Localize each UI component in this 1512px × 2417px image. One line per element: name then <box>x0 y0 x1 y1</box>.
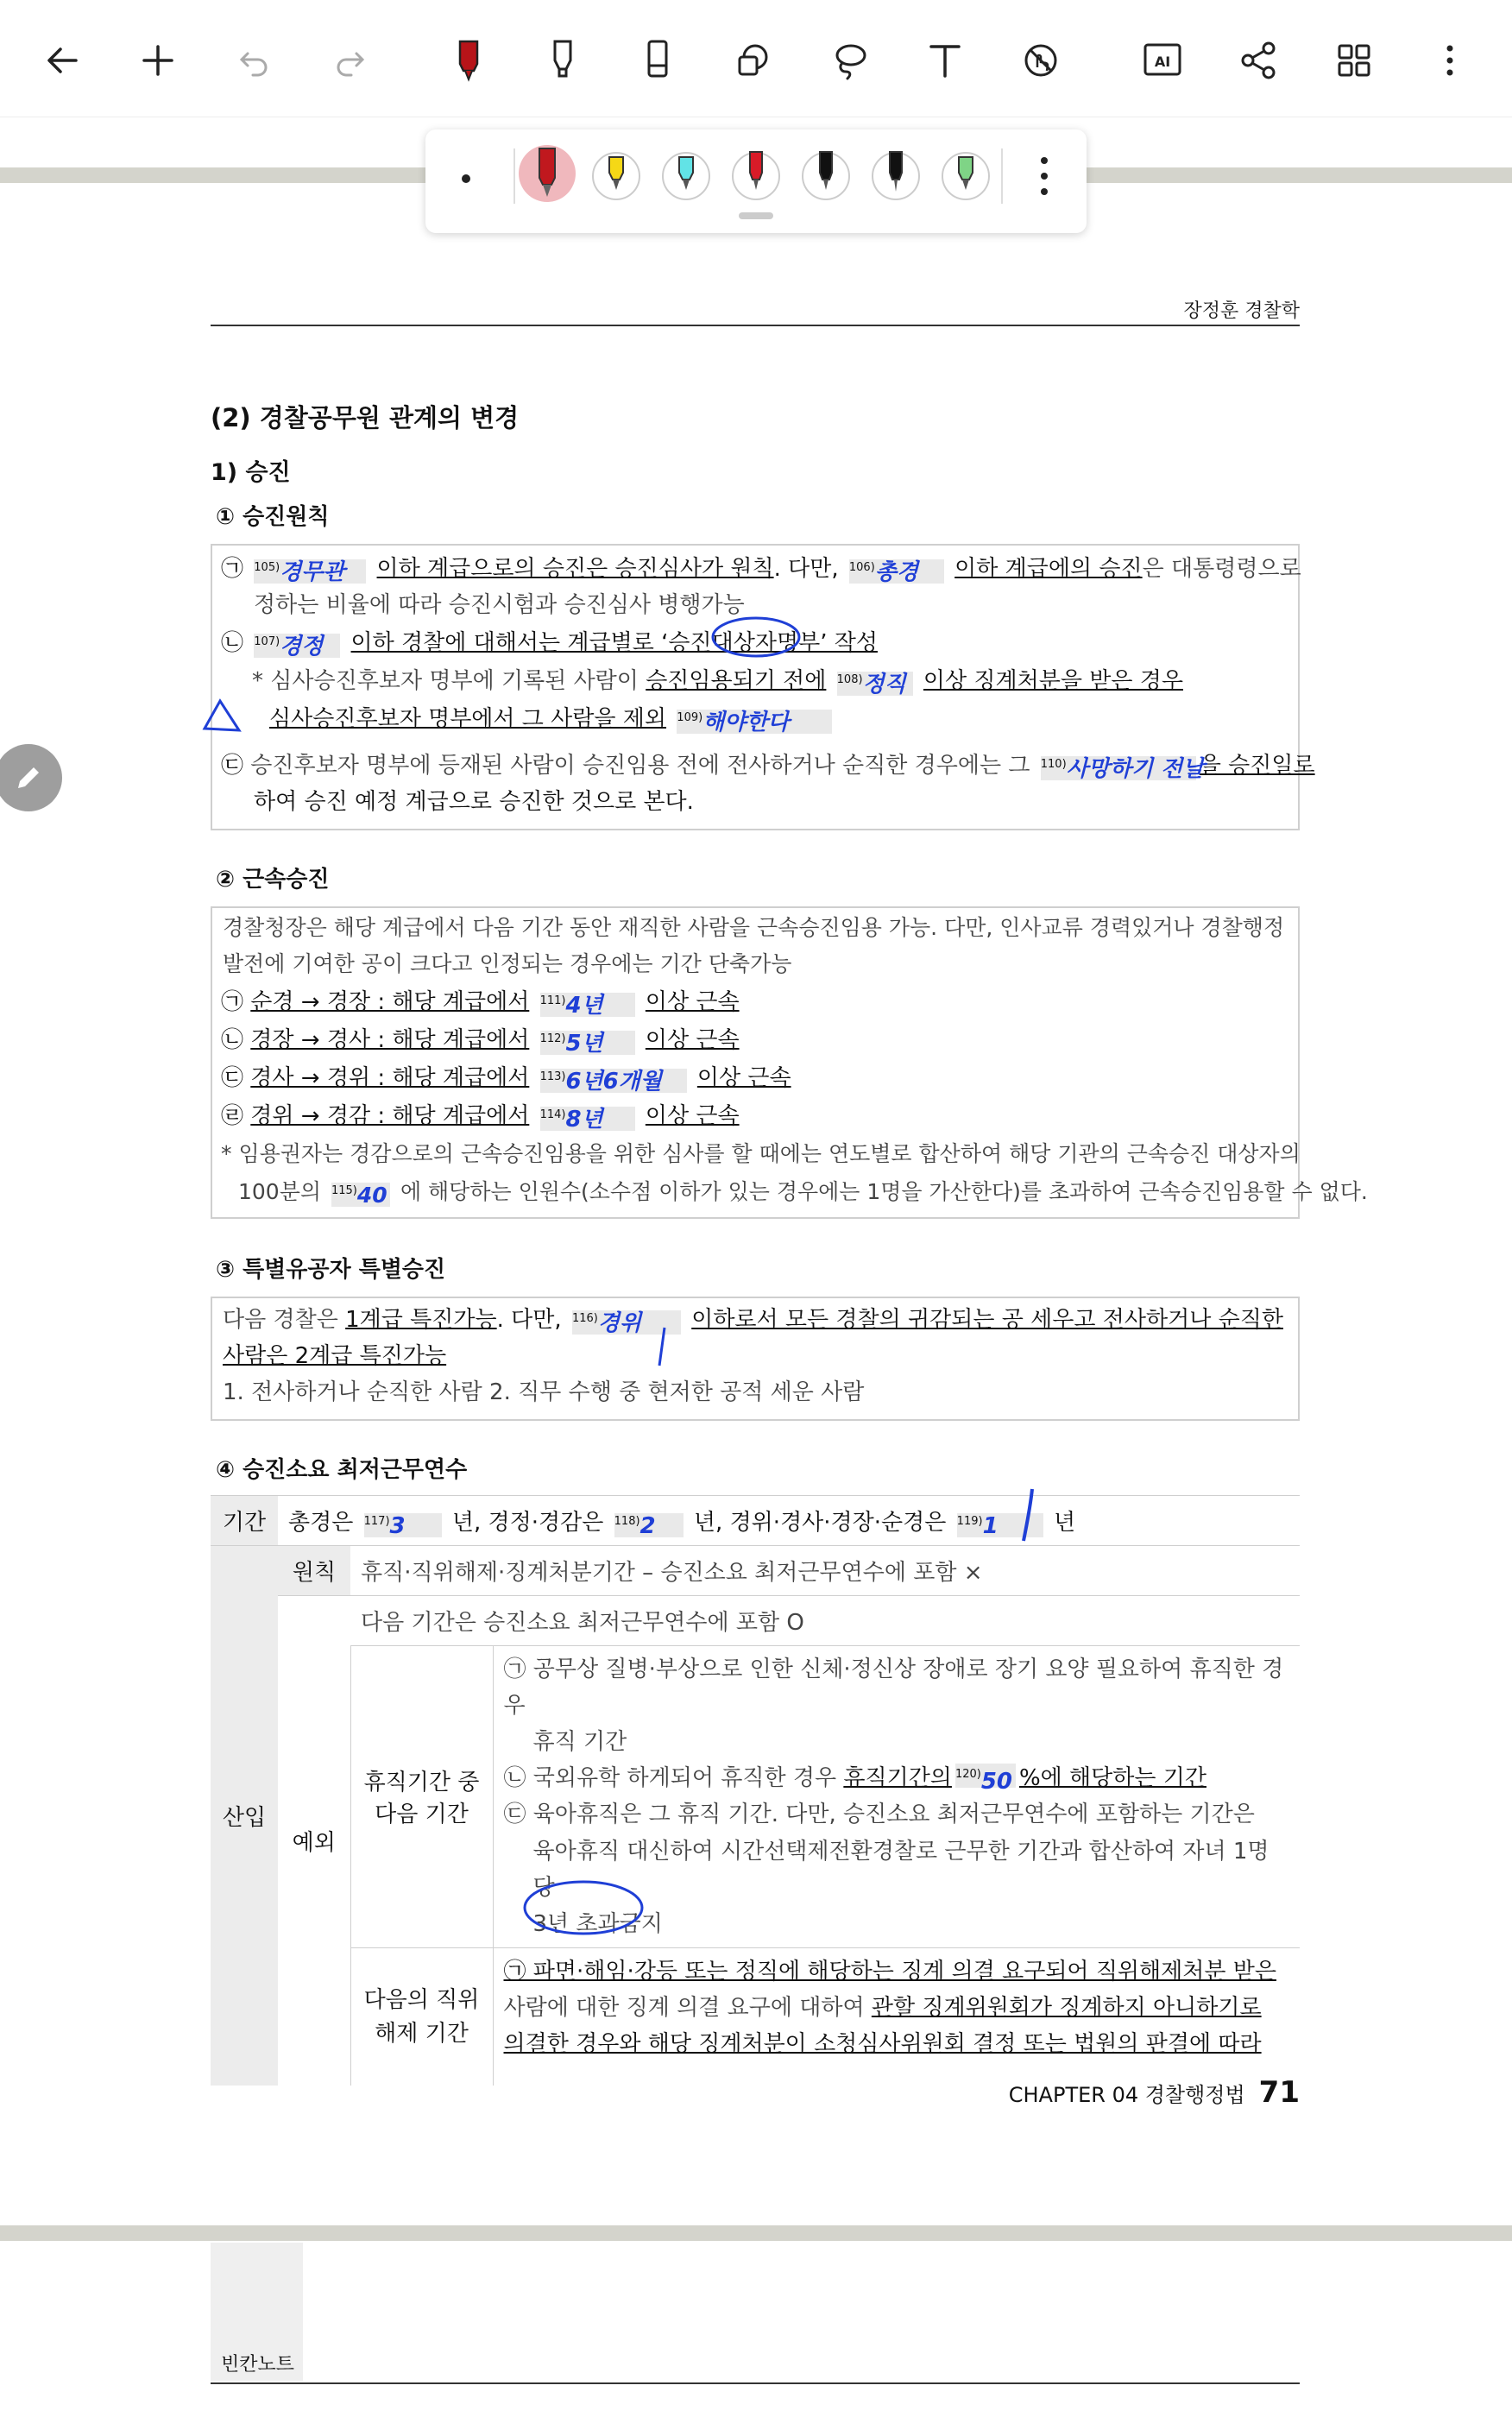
box2-note2: 100분의 $^{115)}$40 에 해당하는 인원수(소수점 이하가 있는 경우에는 1명을 가산한다)를 초과하여 근속승진임용할 수 없다. <box>238 1179 1368 1208</box>
pen-red[interactable] <box>726 143 786 207</box>
box2-line1: 경찰청장은 해당 계급에서 다음 기간 동안 재직한 사람을 근속승진임용 가능. 다만, 인사교류 경력있거나 경찰행정 <box>223 915 1285 940</box>
hyujik-items: ㉠ 공무상 질병·부상으로 인한 신체·정신상 장애로 장기 요양 필요하여 휴직한 경우 휴직 기간 ㉡ 국외유학 하게되어 휴직한 경우 휴직기간의 $^{120)}$50 %에 해당하는 기간 ㉢ 육아휴직은 그 휴직 기간. 다만, 승진소요 최저근무연수에 포함하는 기간은 육아휴직 대신하여 시간선택제전환경찰로 근무한 기간과 합산하여 자녀 1명당 3년 초과금지 <box>493 1646 1300 1948</box>
box3-line1: 다음 경찰은 1계급 특진가능. 다만, $^{116)}$경위 이하로서 모든 경찰의 귀감되는 공 세우고 전사하거나 순직한 <box>223 1307 1283 1336</box>
box3-line3: 1. 전사하거나 순직한 사람 2. 직무 수행 중 현저한 공적 세운 사람 <box>223 1379 865 1405</box>
box2-line2: 발전에 기여한 공이 크다고 인정되는 경우에는 기간 단축가능 <box>223 951 792 976</box>
box2-row1: ㉠ 순경 → 경장 : 해당 계급에서 $^{111)}$4년 이상 근속 <box>221 989 740 1019</box>
box1-line2: 정하는 비율에 따라 승진시험과 승진심사 병행가능 <box>254 592 745 618</box>
share-icon[interactable] <box>1224 26 1293 95</box>
box1-line3: ㉡ $^{107)}$경정 이하 경찰에 대해서는 계급별로 ‘승진대상자명부’ 작성 <box>221 630 878 659</box>
period-label: 기간 <box>211 1496 278 1546</box>
pen-red-selected[interactable] <box>517 143 577 207</box>
back-arrow-icon[interactable] <box>28 26 97 95</box>
jikwi-items: ㉠ 파면·해임·강등 또는 정직에 해당하는 징계 의결 요구되어 직위해제처분 받은 사람에 대한 징계 의결 요구에 대하여 관할 징계위원회가 징계하지 아니하기로 의결한 경우와 해당 징계처분이 소청심사위원회 결정 또는 법원의 판결에 따라 <box>493 1947 1300 2086</box>
box1-line1: ㉠ $^{105)}$경무관 이하 계급으로의 승진은 승진심사가 원칙. 다만, $^{106)}$총경 이하 계급에의 승진은 대통령령으로 <box>221 556 1301 585</box>
redo-icon[interactable] <box>315 26 384 95</box>
heading-special-promotion: ③ 특별유공자 특별승진 <box>216 1257 446 1283</box>
page-separator <box>0 2225 1512 2241</box>
heading-seniority-promotion: ② 근속승진 <box>216 867 330 893</box>
yeoe-label: 예외 <box>278 1596 350 2086</box>
min-service-table <box>211 1495 1300 2086</box>
pen-green[interactable] <box>936 143 996 207</box>
wonchik-text: 휴직·직위해제·징계처분기간 – 승진소요 최저근무연수에 포함 × <box>350 1546 1300 1596</box>
box1-line7: 하여 승진 예정 계급으로 승진한 것으로 본다. <box>254 789 694 815</box>
pen-black-fine[interactable] <box>866 143 926 207</box>
more-icon[interactable] <box>1415 26 1484 95</box>
top-toolbar <box>0 0 1512 117</box>
box2-row4: ㉣ 경위 → 경감 : 해당 계급에서 $^{114)}$8년 이상 근속 <box>221 1103 740 1133</box>
pencil-icon <box>11 760 46 795</box>
jikwi-label: 다음의 직위해제 기간 <box>350 1947 493 2086</box>
page-footer: CHAPTER 04 경찰행정법 71 <box>1008 2075 1300 2110</box>
pen-yellow[interactable] <box>586 143 646 207</box>
box3-line2: 사람은 2계급 특진가능 <box>223 1343 447 1369</box>
ai-icon[interactable] <box>1128 26 1197 95</box>
highlighter-icon[interactable] <box>528 26 597 95</box>
box2-note1: * 임용권자는 경감으로의 근속승진임용을 위한 심사를 할 때에는 연도별로 합산하여 해당 기관의 근속승진 대상자의 <box>221 1141 1301 1166</box>
wonchik-label: 원칙 <box>278 1546 350 1596</box>
eraser-icon[interactable] <box>623 26 692 95</box>
undo-icon[interactable] <box>220 26 289 95</box>
period-row: 총경은 $^{117)}$3 년, 경정·경감은 $^{118)}$2 년, 경위·경사·경장·순경은 $^{119)}$1 년 <box>278 1496 1300 1546</box>
pen-palette <box>425 129 1087 233</box>
palette-more-icon[interactable] <box>1031 150 1057 202</box>
divider <box>513 148 515 204</box>
divider <box>1001 148 1003 204</box>
section-title: (2) 경찰공무원 관계의 변경 <box>211 403 520 432</box>
pen-icon[interactable] <box>434 26 503 95</box>
box1-line5: 심사승진후보자 명부에서 그 사람을 제외 $^{109)}$해야한다 <box>269 706 835 734</box>
box1-line6: ㉢ 승진후보자 명부에 등재된 사람이 승진임용 전에 전사하거나 순직한 경우에는 그 $^{110)}$사망하기 전날을 승진일로 <box>221 753 1315 782</box>
subsection-title: 1) 승진 <box>211 459 291 486</box>
page-number: 71 <box>1258 2075 1300 2110</box>
note-label: 빈칸노트 <box>221 2354 295 2376</box>
add-icon[interactable] <box>123 26 192 95</box>
pen-black[interactable] <box>796 143 856 207</box>
grid-icon[interactable] <box>1320 26 1389 95</box>
header-rule <box>211 325 1300 326</box>
palette-drag-handle[interactable] <box>739 212 773 219</box>
pen-cyan[interactable] <box>656 143 716 207</box>
heading-min-service-years: ④ 승진소요 최저근무연수 <box>216 1457 468 1483</box>
shapes-icon[interactable] <box>719 26 788 95</box>
svg-text:AI: AI <box>1154 54 1171 70</box>
sanip-label: 산입 <box>211 1546 278 2086</box>
box2-row2: ㉡ 경장 → 경사 : 해당 계급에서 $^{112)}$5년 이상 근속 <box>221 1027 740 1057</box>
lasso-icon[interactable] <box>815 26 884 95</box>
edit-pencil-button[interactable] <box>0 744 62 811</box>
no-touch-icon[interactable] <box>1006 26 1075 95</box>
text-icon[interactable] <box>910 26 980 95</box>
hyujik-label: 휴직기간 중 다음 기간 <box>350 1646 493 1948</box>
box2-row3: ㉢ 경사 → 경위 : 해당 계급에서 $^{113)}$6년6개월 이상 근속 <box>221 1065 791 1095</box>
box1-line4: * 심사승진후보자 명부에 기록된 사람이 승진임용되기 전에 $^{108)}$정직 이상 징계처분을 받은 경우 <box>252 668 1183 697</box>
heading-promotion-principle: ① 승진원칙 <box>216 504 330 530</box>
yeoe-head: 다음 기간은 승진소요 최저근무연수에 포함 O <box>350 1596 1300 1646</box>
page-header-author: 장정훈 경찰학 <box>1183 300 1300 322</box>
note-rule <box>211 2382 1300 2384</box>
pen-size-dot[interactable] <box>462 174 470 183</box>
